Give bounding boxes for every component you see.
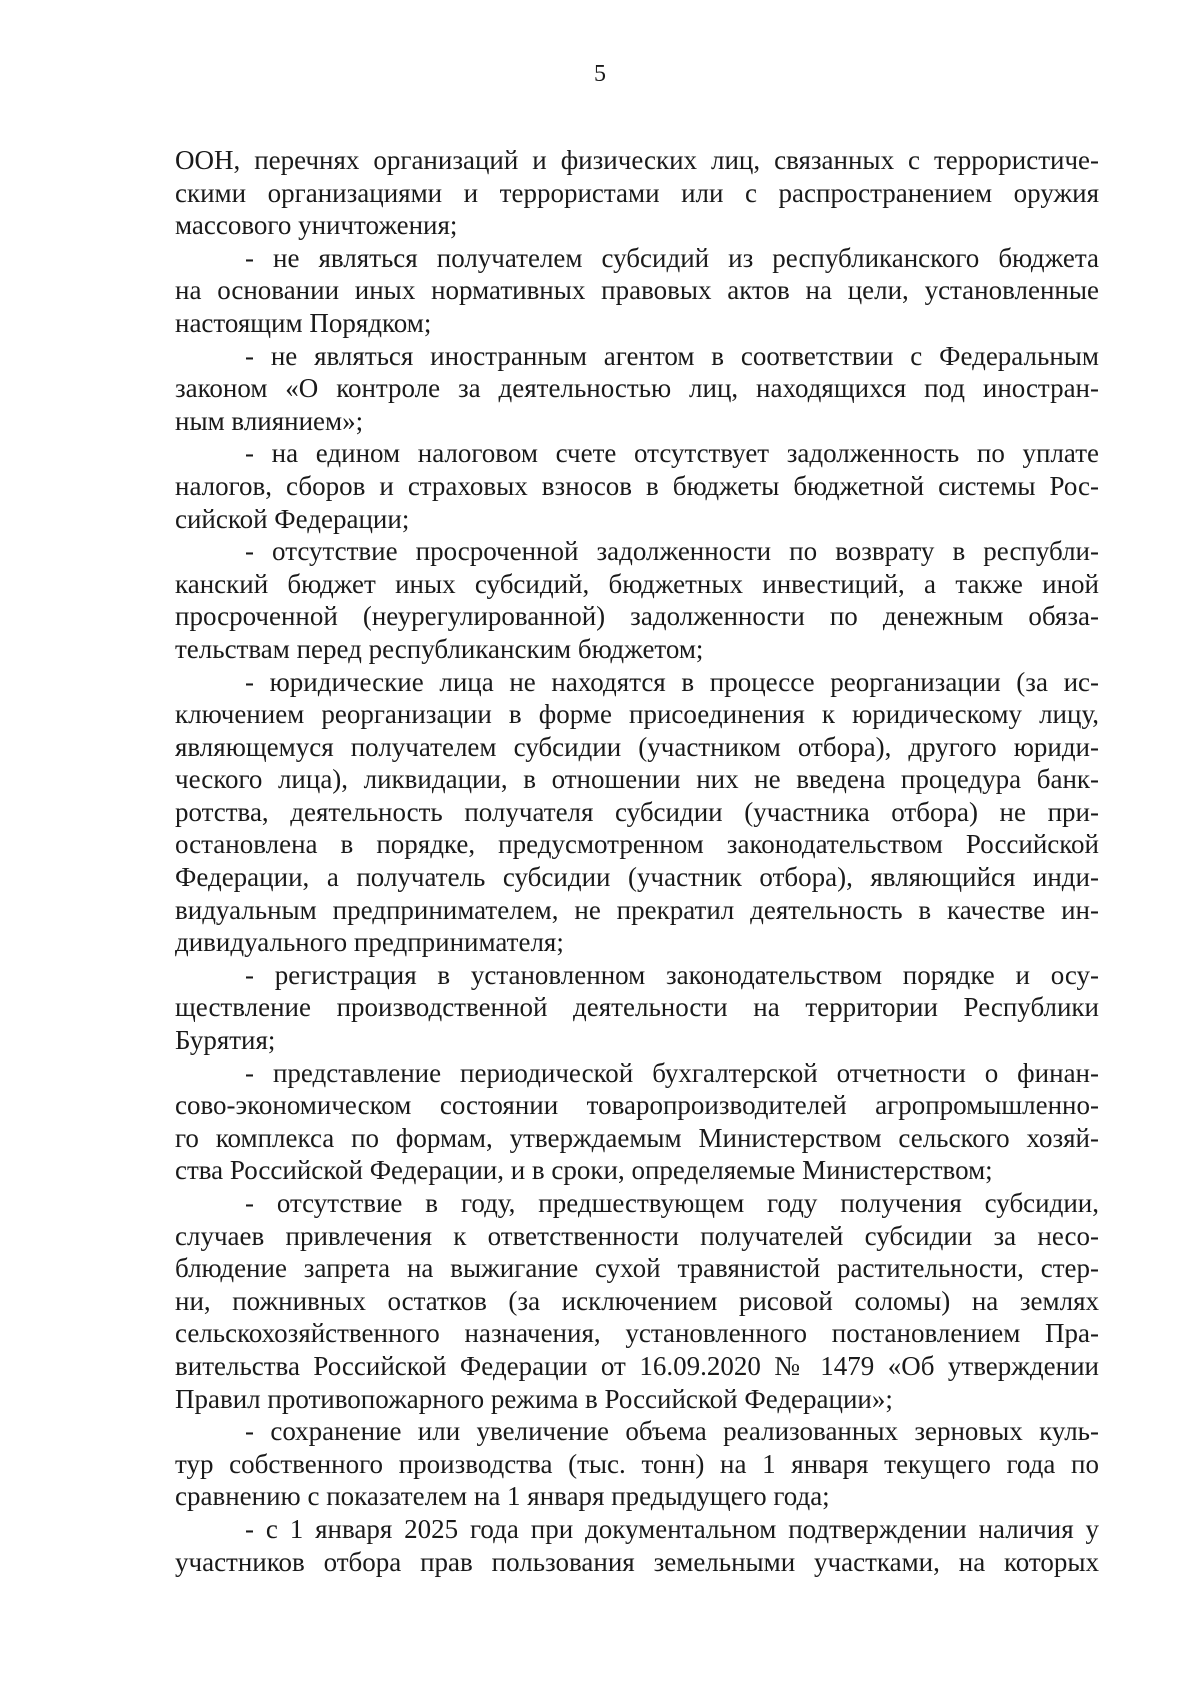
text-line: ства Российской Федерации, и в сроки, определяемые Министерством; xyxy=(175,1155,993,1186)
text-line: - с 1 января 2025 года при документальном подтверждении наличия у xyxy=(245,1513,1099,1544)
text-line: остановлена в порядке, предусмотренном законодательством Российской xyxy=(175,829,1099,860)
text-line: - представление периодической бухгалтерской отчетности о финан- xyxy=(245,1057,1099,1088)
text-line: ключением реорганизации в форме присоединения к юридическому лицу, xyxy=(175,699,1099,730)
text-line: ООН, перечнях организаций и физических лиц, связанных с террористиче- xyxy=(175,145,1099,175)
text-line: ществление производственной деятельности на территории Республики xyxy=(175,992,1099,1023)
page-number: 5 xyxy=(594,61,606,87)
text-line: сельскохозяйственного назначения, установленного постановлением Пра- xyxy=(175,1318,1099,1349)
text-line: Бурятия; xyxy=(175,1025,276,1056)
document-body xyxy=(175,144,1099,1578)
text-line: тельствам перед республиканским бюджетом; xyxy=(175,633,704,664)
text-line: дивидуального предпринимателя; xyxy=(175,927,564,958)
text-line: канский бюджет иных субсидий, бюджетных инвестиций, а также иной xyxy=(175,568,1099,599)
text-line: законом «О контроле за деятельностью лиц, находящихся под иностран- xyxy=(175,373,1099,404)
text-line: просроченной (неурегулированной) задолженности по денежным обяза- xyxy=(175,601,1099,632)
text-line: - сохранение или увеличение объема реализованных зерновых куль- xyxy=(245,1416,1099,1447)
text-line: - не являться получателем субсидий из республиканского бюджета xyxy=(245,242,1099,273)
text-line: вительства Российской Федерации от 16.09.2020 № 1479 «Об утверждении xyxy=(175,1350,1099,1381)
text-line: ным влиянием»; xyxy=(175,405,364,436)
text-line: - не являться иностранным агентом в соответствии с Федеральным xyxy=(245,340,1099,371)
text-line: Федерации, а получатель субсидии (участник отбора), являющийся инди- xyxy=(175,862,1099,893)
text-line: сийской Федерации; xyxy=(175,503,410,534)
text-line: - на едином налоговом счете отсутствует задолженность по уплате xyxy=(245,438,1099,469)
text-line: сравнению с показателем на 1 января предыдущего года; xyxy=(175,1481,830,1512)
text-line: - регистрация в установленном законодательством порядке и осу- xyxy=(245,959,1099,990)
text-line: видуальным предпринимателем, не прекратил деятельность в качестве ин- xyxy=(175,894,1099,925)
text-line: ни, пожнивных остатков (за исключением рисовой соломы) на землях xyxy=(175,1285,1099,1316)
text-line: скими организациями и террористами или с распространением оружия xyxy=(175,177,1099,208)
text-line: Правил противопожарного режима в Российской Федерации»; xyxy=(175,1383,893,1414)
text-line: блюдение запрета на выжигание сухой травянистой растительности, стер- xyxy=(175,1253,1099,1284)
text-line: тур собственного производства (тыс. тонн) на 1 января текущего года по xyxy=(175,1448,1099,1479)
text-line: сово-экономическом состоянии товаропроизводителей агропромышленно- xyxy=(175,1090,1099,1121)
text-line: ческого лица), ликвидации, в отношении них не введена процедура банк- xyxy=(175,764,1099,795)
text-line: - отсутствие в году, предшествующем году получения субсидии, xyxy=(245,1188,1099,1218)
text-line: налогов, сборов и страховых взносов в бюджеты бюджетной системы Рос- xyxy=(175,470,1099,501)
text-line: настоящим Порядком; xyxy=(175,307,432,338)
text-line: случаев привлечения к ответственности получателей субсидии за несо- xyxy=(175,1220,1099,1251)
text-line: участников отбора прав пользования земельными участками, на которых xyxy=(175,1546,1099,1577)
text-line: массового уничтожения; xyxy=(175,210,458,241)
text-line: - отсутствие просроченной задолженности по возврату в республи- xyxy=(245,536,1099,567)
text-line: ротства, деятельность получателя субсидии (участника отбора) не при- xyxy=(175,796,1099,827)
text-line: на основании иных нормативных правовых актов на цели, установленные xyxy=(175,275,1099,306)
text-line: го комплекса по формам, утверждаемым Министерством сельского хозяй- xyxy=(175,1122,1099,1153)
text-line: являющемуся получателем субсидии (участником отбора), другого юриди- xyxy=(175,731,1099,762)
text-line: - юридические лица не находятся в процессе реорганизации (за ис- xyxy=(245,666,1099,697)
